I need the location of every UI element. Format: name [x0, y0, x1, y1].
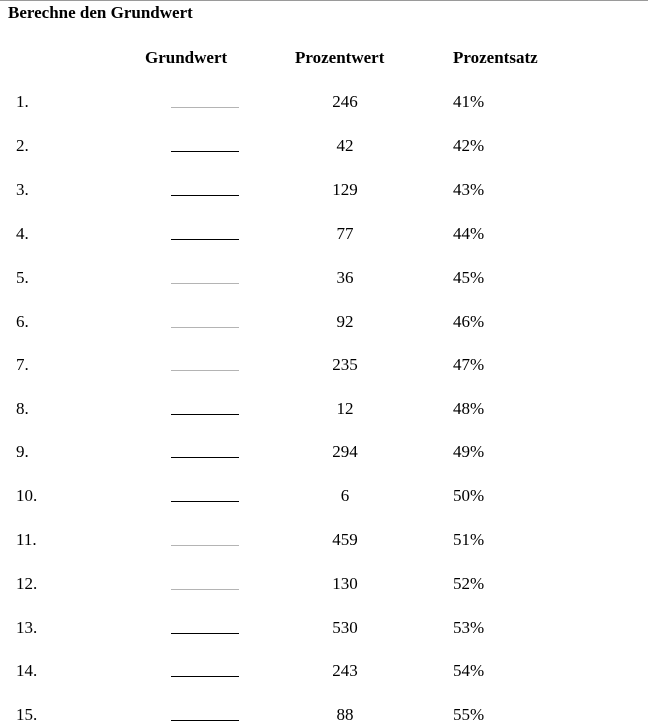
table-row [0, 484, 671, 508]
grundwert-answer-blank[interactable] [171, 501, 239, 502]
table-row [0, 310, 671, 334]
table-row [0, 178, 671, 202]
prozentwert-value: 92 [336, 312, 354, 331]
prozentsatz-value: 52% [453, 574, 485, 593]
prozentsatz-value: 43% [453, 180, 485, 199]
row-number: 2. [16, 136, 29, 155]
prozentsatz-value: 51% [453, 530, 485, 549]
row-number: 5. [16, 268, 29, 287]
grundwert-answer-blank[interactable] [171, 676, 239, 677]
row-number: 7. [16, 355, 29, 374]
table-row [0, 90, 671, 114]
table-row [0, 440, 671, 464]
row-number: 11. [16, 530, 37, 549]
prozentsatz-value: 47% [453, 355, 485, 374]
prozentsatz-value: 41% [453, 92, 485, 111]
prozentwert-value: 12 [336, 399, 354, 418]
table-row [0, 703, 671, 727]
row-number: 13. [16, 618, 38, 637]
prozentwert-value: 235 [332, 355, 358, 374]
row-number: 12. [16, 574, 38, 593]
grundwert-answer-blank[interactable] [171, 545, 239, 546]
grundwert-answer-blank[interactable] [171, 283, 239, 284]
row-number: 8. [16, 399, 29, 418]
prozentsatz-value: 46% [453, 312, 485, 331]
table-row [0, 353, 671, 377]
grundwert-answer-blank[interactable] [171, 327, 239, 328]
table-row [0, 266, 671, 290]
prozentwert-value: 243 [332, 661, 358, 680]
row-number: 4. [16, 224, 29, 243]
prozentsatz-value: 44% [453, 224, 485, 243]
prozentsatz-value: 45% [453, 268, 485, 287]
row-number: 14. [16, 661, 38, 680]
prozentwert-value: 36 [336, 268, 354, 287]
column-header-prozentsatz: Prozentsatz [453, 48, 538, 67]
prozentwert-value: 77 [336, 224, 354, 243]
row-number: 9. [16, 442, 29, 461]
table-row [0, 222, 671, 246]
prozentwert-value: 130 [332, 574, 358, 593]
table-row [0, 528, 671, 552]
prozentsatz-value: 55% [453, 705, 485, 724]
prozentwert-value: 88 [336, 705, 354, 724]
grundwert-answer-blank[interactable] [171, 414, 239, 415]
grundwert-answer-blank[interactable] [171, 151, 239, 152]
grundwert-answer-blank[interactable] [171, 195, 239, 196]
prozentsatz-value: 50% [453, 486, 485, 505]
worksheet-title: Berechne den Grundwert [8, 3, 193, 22]
prozentwert-value: 294 [332, 442, 358, 461]
table-row [0, 616, 671, 640]
grundwert-answer-blank[interactable] [171, 239, 239, 240]
prozentwert-value: 530 [332, 618, 358, 637]
grundwert-answer-blank[interactable] [171, 457, 239, 458]
row-number: 6. [16, 312, 29, 331]
prozentsatz-value: 49% [453, 442, 485, 461]
table-row [0, 572, 671, 596]
prozentsatz-value: 53% [453, 618, 485, 637]
grundwert-answer-blank[interactable] [171, 589, 239, 590]
row-number: 15. [16, 705, 38, 724]
prozentsatz-value: 48% [453, 399, 485, 418]
prozentwert-value: 459 [332, 530, 358, 549]
row-number: 3. [16, 180, 29, 199]
grundwert-answer-blank[interactable] [171, 107, 239, 108]
prozentwert-value: 42 [336, 136, 354, 155]
column-header-grundwert: Grundwert [145, 48, 228, 67]
row-number: 10. [16, 486, 38, 505]
table-row [0, 134, 671, 158]
top-divider [0, 0, 648, 1]
grundwert-answer-blank[interactable] [171, 370, 239, 371]
prozentwert-value: 6 [340, 486, 350, 505]
grundwert-answer-blank[interactable] [171, 633, 239, 634]
prozentwert-value: 129 [332, 180, 358, 199]
prozentsatz-value: 54% [453, 661, 485, 680]
row-number: 1. [16, 92, 29, 111]
table-row [0, 397, 671, 421]
table-row [0, 659, 671, 683]
prozentwert-value: 246 [332, 92, 358, 111]
prozentsatz-value: 42% [453, 136, 485, 155]
grundwert-answer-blank[interactable] [171, 720, 239, 721]
column-header-prozentwert: Prozentwert [295, 48, 385, 67]
